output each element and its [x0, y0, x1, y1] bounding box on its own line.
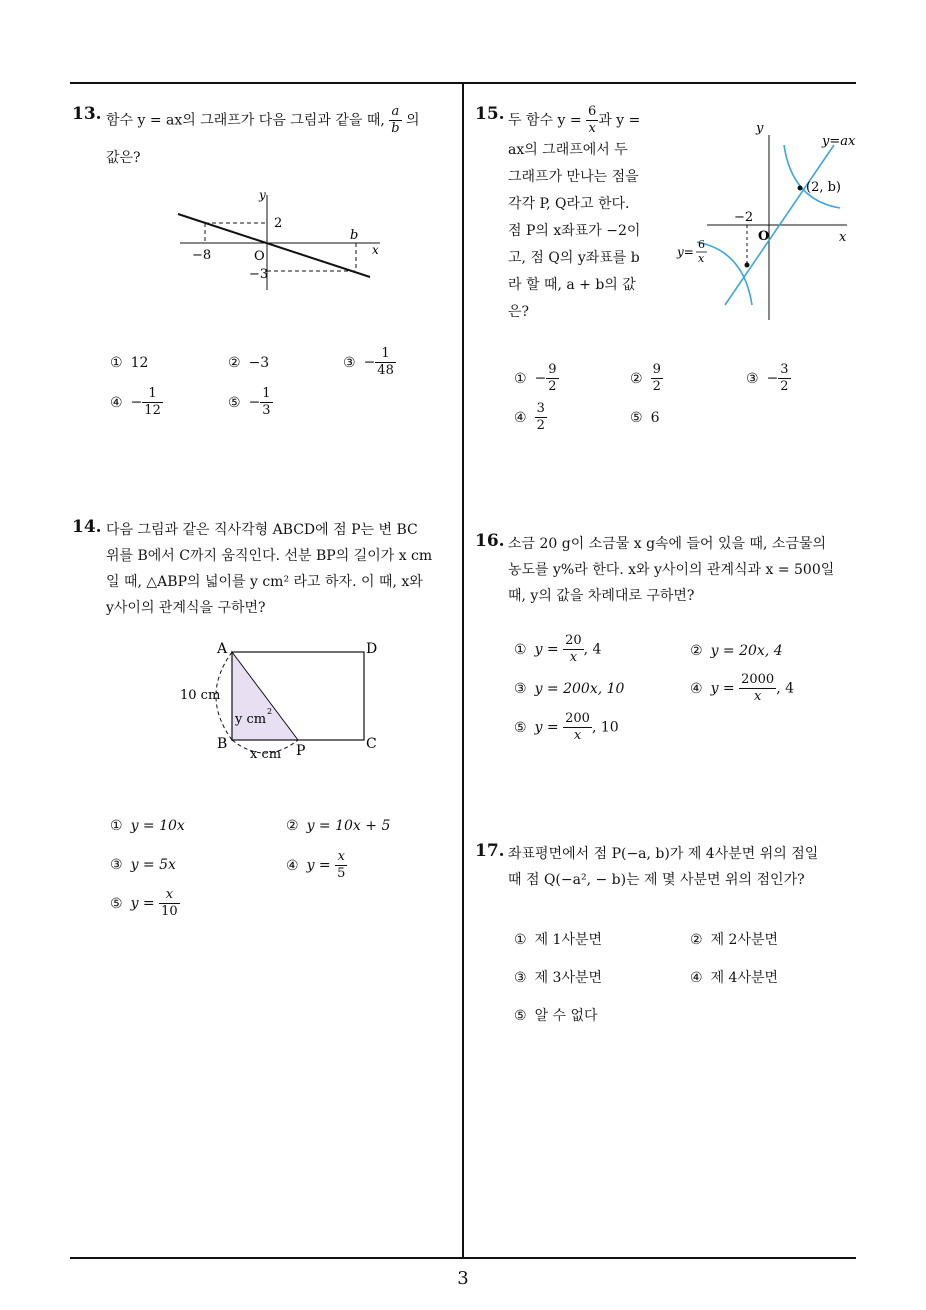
x-axis-label: x — [839, 230, 847, 245]
point-p — [745, 263, 750, 268]
origin-label: O — [254, 249, 265, 264]
line-label: y=ax — [822, 134, 856, 149]
vertex-b: B — [217, 736, 228, 752]
tick-label: 2 — [274, 216, 283, 231]
bottom-rule — [70, 1257, 856, 1259]
option-5[interactable]: ⑤ y = $\frac{x}{10}$ — [110, 887, 178, 919]
option-4[interactable]: ④ y = $\frac{x}{5}$ — [286, 849, 346, 881]
page-number: 3 — [457, 1268, 469, 1289]
x-axis-label: x — [372, 243, 379, 257]
base-length-label: x cm — [250, 747, 282, 762]
origin-label: O — [758, 229, 770, 244]
option-1[interactable]: ① − $\frac{9}{2}$ — [514, 362, 557, 394]
option-2[interactable]: ② 제 2사분면 — [690, 932, 779, 948]
vertex-a: A — [217, 641, 228, 657]
option-1[interactable]: ① y = $\frac{20}{x}$ , 4 — [514, 633, 602, 665]
area-superscript: 2 — [267, 707, 273, 716]
tick-label: −3 — [249, 267, 269, 282]
option-2[interactable]: ② −3 — [228, 355, 270, 371]
option-4[interactable]: ④ − $\frac{1}{12}$ — [110, 386, 161, 418]
option-2[interactable]: ② $\frac{9}{2}$ — [630, 362, 661, 394]
column-divider — [462, 83, 464, 1259]
vertex-d: D — [366, 641, 378, 657]
hyperbola-q3 — [697, 242, 752, 305]
option-1[interactable]: ① 제 1사분면 — [514, 932, 603, 948]
point-p: P — [296, 743, 306, 759]
question-text: 좌표평면에서 점 P(−a, b)가 제 4사분면 위의 점일 때 점 Q(−a², − b)는 제 몇 사분면 위의 점인가? — [508, 846, 819, 888]
question-text: 다음 그림과 같은 직사각형 ABCD에 점 P는 변 BC 위를 B에서 C까지 움직인다. 선분 BP의 길이가 x cm 일 때, △ABP의 넓이를 y cm² 라고 하자. 이 때, x와 y사이의 관계식을 구하면? — [106, 522, 433, 616]
question-number: 13. — [72, 104, 102, 124]
q15-graph — [672, 115, 872, 320]
q14-rectangle-figure — [175, 638, 395, 768]
curve-label-num: 6 — [698, 238, 705, 251]
area-label: y cm — [235, 712, 267, 727]
fraction: $\frac{a}{b}$ — [391, 104, 400, 136]
side-length-label: 10 cm — [180, 688, 221, 703]
option-4[interactable]: ④ 제 4사분면 — [690, 970, 779, 986]
question-text: 소금 20 g이 소금물 x g속에 들어 있을 때, 소금물의 농도를 y%라 한다. x와 y사이의 관계식과 x = 500일 때, y의 값을 차례대로 구하면? — [508, 536, 835, 604]
option-2[interactable]: ② y = 20x, 4 — [690, 643, 783, 659]
y-axis-label: y — [259, 188, 266, 202]
curve-label-den: x — [698, 252, 705, 265]
point-label: (2, b) — [806, 180, 842, 195]
question-text: 두 함수 y = $\frac{6}{x}$ 과 y = ax의 그래프에서 두 그래프가 만나는 점을 각각 P, Q라고 한다. 점 P의 x좌표가 −2이 고, 점 Q의 y좌표를 b 라 할 때, a + b의 값 은? — [508, 104, 641, 320]
question-number: 15. — [475, 104, 505, 124]
q13-graph — [170, 180, 400, 290]
tick-label: −2 — [734, 210, 754, 225]
option-5[interactable]: ⑤ 알 수 없다 — [514, 1008, 598, 1024]
option-5[interactable]: ⑤ − $\frac{1}{3}$ — [228, 386, 271, 418]
option-4[interactable]: ④ $\frac{3}{2}$ — [514, 401, 545, 433]
option-5[interactable]: ⑤ y = $\frac{200}{x}$ , 10 — [514, 711, 619, 743]
curve-label: y= — [677, 245, 694, 259]
option-3[interactable]: ③ − $\frac{3}{2}$ — [746, 362, 789, 394]
option-3[interactable]: ③ 제 3사분면 — [514, 970, 603, 986]
option-1[interactable]: ① y = 10x — [110, 818, 185, 834]
option-3[interactable]: ③ − $\frac{1}{48}$ — [343, 346, 394, 378]
option-4[interactable]: ④ y = $\frac{2000}{x}$ , 4 — [690, 672, 795, 704]
question-number: 16. — [475, 531, 505, 551]
tick-label: b — [350, 228, 359, 243]
tick-label: −8 — [192, 248, 212, 263]
option-3[interactable]: ③ y = 5x — [110, 857, 176, 873]
option-3[interactable]: ③ y = 200x, 10 — [514, 681, 625, 697]
option-1[interactable]: ① 12 — [110, 355, 149, 371]
y-axis-label: y — [756, 121, 764, 136]
question-number: 17. — [475, 841, 505, 861]
vertex-c: C — [366, 736, 377, 752]
option-5[interactable]: ⑤ 6 — [630, 410, 660, 426]
point-q — [798, 186, 803, 191]
option-2[interactable]: ② y = 10x + 5 — [286, 818, 391, 834]
question-number: 14. — [72, 517, 102, 537]
question-text: 함수 y = ax의 그래프가 다음 그림과 같을 때, $\frac{a}{b}$ 의 값은? — [106, 104, 420, 166]
